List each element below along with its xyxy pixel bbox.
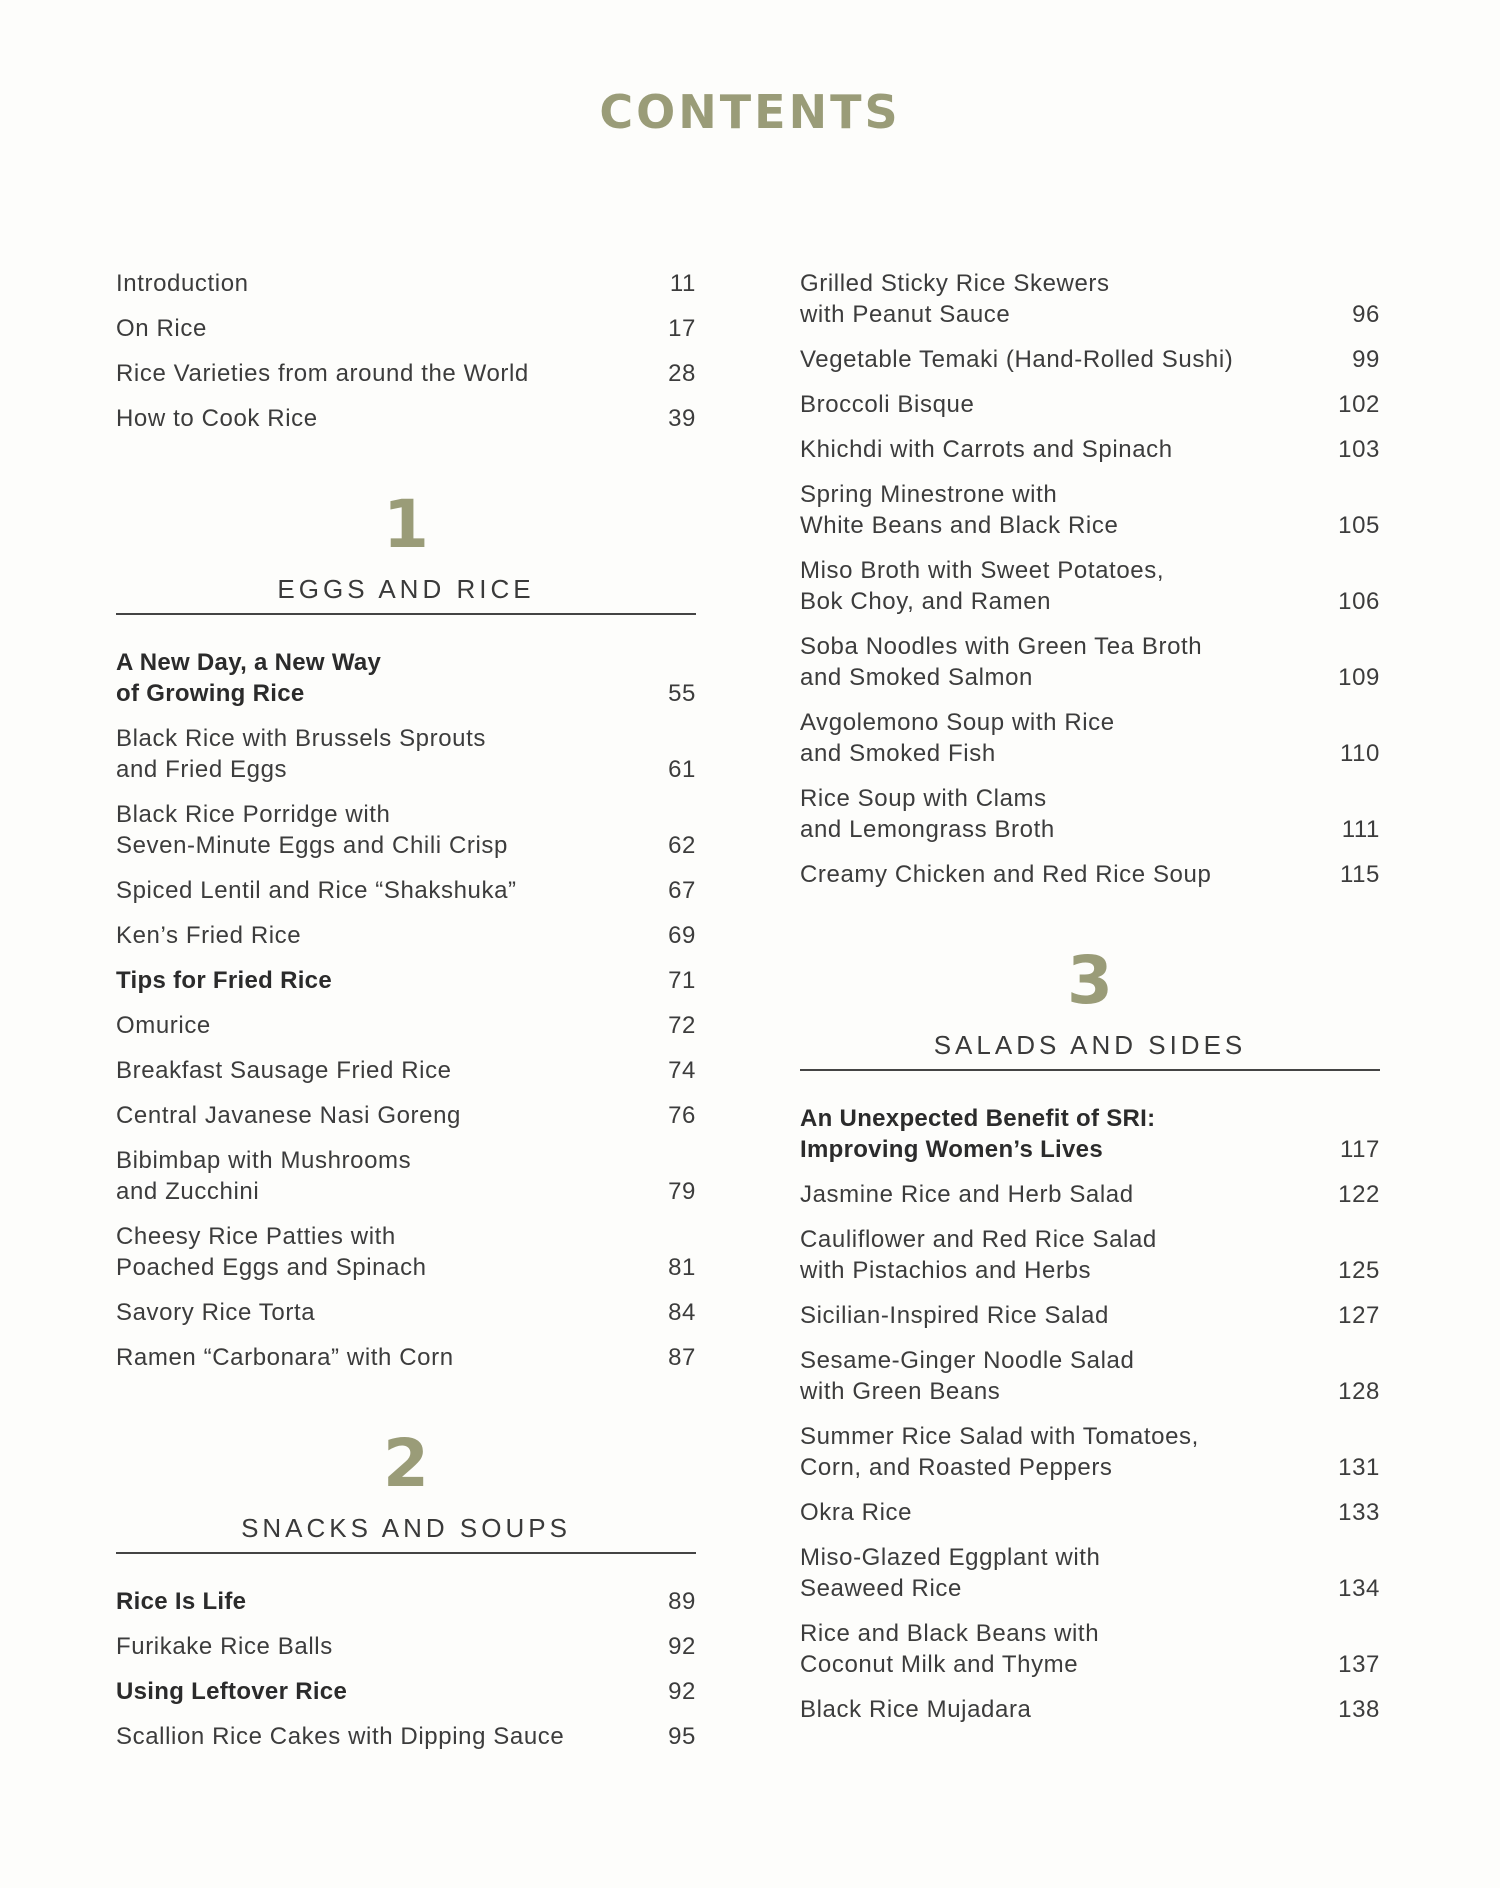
- toc-entry-page: 137: [1338, 1651, 1380, 1678]
- toc-entry-title: A New Day, a New Way of Growing Rice: [116, 649, 382, 707]
- toc-entry-title: Soba Noodles with Green Tea Broth and Smoked Salmon: [800, 633, 1203, 691]
- toc-entry-page: 110: [1339, 740, 1380, 767]
- toc-entry: [800, 1497, 1380, 1528]
- toc-entry-page: 71: [668, 967, 696, 994]
- toc-entry-title: Cheesy Rice Patties with Poached Eggs and Spinach: [116, 1223, 427, 1281]
- section-number: 2: [383, 1425, 429, 1502]
- toc-entry-page: 17: [668, 315, 696, 342]
- toc-column-right: [800, 268, 1380, 1739]
- toc-entry-page: 95: [668, 1723, 696, 1750]
- toc-entry-title: Rice Soup with Clams and Lemongrass Broth: [800, 785, 1055, 843]
- toc-entry: [116, 875, 696, 906]
- toc-entry: [116, 799, 696, 861]
- toc-entry: [800, 1103, 1380, 1165]
- section-header: [116, 486, 696, 615]
- toc-entry-page: 89: [668, 1588, 696, 1615]
- section-title: EGGS AND RICE: [116, 574, 696, 615]
- toc-entry: [116, 1010, 696, 1041]
- toc-entry-title: Summer Rice Salad with Tomatoes, Corn, and Roasted Peppers: [800, 1423, 1199, 1481]
- page-title: CONTENTS: [599, 85, 901, 139]
- toc-entry-page: 61: [668, 756, 696, 783]
- toc-entry-title: Broccoli Bisque: [800, 391, 975, 418]
- toc-entry-page: 87: [668, 1344, 696, 1371]
- toc-entry: [116, 1100, 696, 1131]
- toc-entry-title: Using Leftover Rice: [116, 1678, 348, 1705]
- toc-entry-title: Okra Rice: [800, 1499, 913, 1526]
- toc-entry-title: Tips for Fried Rice: [116, 967, 332, 994]
- toc-entry-page: 134: [1338, 1575, 1380, 1602]
- toc-entry-page: 117: [1339, 1136, 1380, 1163]
- toc-entry-title: Rice Is Life: [116, 1588, 247, 1615]
- toc-entry-title: On Rice: [116, 315, 207, 342]
- toc-entry-title: Scallion Rice Cakes with Dipping Sauce: [116, 1723, 565, 1750]
- toc-entry: [800, 1179, 1380, 1210]
- toc-entry-title: Jasmine Rice and Herb Salad: [800, 1181, 1134, 1208]
- toc-entry: [800, 479, 1380, 541]
- toc-entry: [116, 1676, 696, 1707]
- toc-entry-title: Bibimbap with Mushrooms and Zucchini: [116, 1147, 412, 1205]
- toc-entry: [800, 859, 1380, 890]
- toc-entry-page: 92: [668, 1633, 696, 1660]
- toc-entry-page: 99: [1352, 346, 1380, 373]
- toc-entry-title: Ramen “Carbonara” with Corn: [116, 1344, 454, 1371]
- toc-entry-title: Savory Rice Torta: [116, 1299, 316, 1326]
- toc-entry: [116, 403, 696, 434]
- toc-entry-page: 74: [668, 1057, 696, 1084]
- toc-entry: [800, 389, 1380, 420]
- toc-entry: [800, 344, 1380, 375]
- toc-entry: [800, 555, 1380, 617]
- toc-entry-page: 28: [668, 360, 696, 387]
- toc-entry-page: 55: [668, 680, 696, 707]
- toc-entry-page: 102: [1338, 391, 1380, 418]
- toc-entry-page: 69: [668, 922, 696, 949]
- toc-entry: [800, 1224, 1380, 1286]
- toc-entry-title: Miso Broth with Sweet Potatoes, Bok Choy, and Ramen: [800, 557, 1165, 615]
- toc-entry-page: 131: [1338, 1454, 1380, 1481]
- toc-entry-title: Omurice: [116, 1012, 211, 1039]
- toc-entry-page: 84: [668, 1299, 696, 1326]
- toc-entry-page: 11: [669, 270, 696, 297]
- toc-entry-page: 39: [668, 405, 696, 432]
- toc-entry: [116, 358, 696, 389]
- toc-entry-page: 138: [1338, 1696, 1380, 1723]
- section-number: 1: [383, 486, 429, 563]
- section-title: SNACKS AND SOUPS: [116, 1513, 696, 1554]
- toc-entry: [116, 1721, 696, 1752]
- toc-entry-title: Grilled Sticky Rice Skewers with Peanut Sauce: [800, 270, 1110, 328]
- toc-entry-page: 92: [668, 1678, 696, 1705]
- toc-entry: [800, 1345, 1380, 1407]
- toc-entry-title: Spiced Lentil and Rice “Shakshuka”: [116, 877, 517, 904]
- toc-entry-title: Miso-Glazed Eggplant with Seaweed Rice: [800, 1544, 1101, 1602]
- toc-entry-title: Avgolemono Soup with Rice and Smoked Fish: [800, 709, 1115, 767]
- toc-entry: [116, 920, 696, 951]
- toc-entry-page: 111: [1341, 816, 1380, 843]
- toc-entry: [800, 707, 1380, 769]
- toc-entry-title: Cauliflower and Red Rice Salad with Pistachios and Herbs: [800, 1226, 1157, 1284]
- toc-entry-title: Vegetable Temaki (Hand-Rolled Sushi): [800, 346, 1234, 373]
- toc-entry: [116, 313, 696, 344]
- toc-entry: [800, 1618, 1380, 1680]
- toc-entry-title: Introduction: [116, 270, 249, 297]
- toc-entry: [116, 268, 696, 299]
- toc-entry-title: Rice and Black Beans with Coconut Milk and Thyme: [800, 1620, 1100, 1678]
- toc-entry-title: Central Javanese Nasi Goreng: [116, 1102, 461, 1129]
- toc-entry: [116, 723, 696, 785]
- toc-entry-page: 115: [1339, 861, 1380, 888]
- toc-entry: [116, 1055, 696, 1086]
- section-number: 3: [1067, 942, 1113, 1019]
- toc-entry-page: 127: [1338, 1302, 1380, 1329]
- toc-entry-page: 67: [668, 877, 696, 904]
- toc-entry-page: 62: [668, 832, 696, 859]
- toc-entry-page: 79: [668, 1178, 696, 1205]
- toc-entry-page: 76: [668, 1102, 696, 1129]
- toc-entry: [800, 1694, 1380, 1725]
- toc-entry-title: Rice Varieties from around the World: [116, 360, 529, 387]
- toc-entry: [800, 1542, 1380, 1604]
- toc-entry-page: 125: [1338, 1257, 1380, 1284]
- toc-entry-title: Creamy Chicken and Red Rice Soup: [800, 861, 1212, 888]
- toc-entry-page: 96: [1352, 301, 1380, 328]
- toc-entry: [800, 1421, 1380, 1483]
- toc-entry: [116, 1145, 696, 1207]
- toc-entry: [116, 647, 696, 709]
- toc-entry: [800, 783, 1380, 845]
- toc-entry: [116, 1297, 696, 1328]
- toc-entry-title: Breakfast Sausage Fried Rice: [116, 1057, 452, 1084]
- toc-entry: [116, 1342, 696, 1373]
- toc-entry-page: 122: [1338, 1181, 1380, 1208]
- toc-entry: [116, 1586, 696, 1617]
- toc-entry-page: 72: [668, 1012, 696, 1039]
- toc-entry-page: 103: [1338, 436, 1380, 463]
- section-title: SALADS AND SIDES: [800, 1030, 1380, 1071]
- section-header: [800, 942, 1380, 1071]
- toc-entry-title: Spring Minestrone with White Beans and Black Rice: [800, 481, 1119, 539]
- toc-entry: [800, 434, 1380, 465]
- toc-entry: [116, 1221, 696, 1283]
- toc-entry-page: 109: [1338, 664, 1380, 691]
- toc-entry-page: 81: [668, 1254, 696, 1281]
- toc-entry-title: Black Rice Mujadara: [800, 1696, 1032, 1723]
- toc-column-left: [116, 268, 696, 1766]
- toc-entry: [800, 268, 1380, 330]
- toc-entry-title: How to Cook Rice: [116, 405, 318, 432]
- toc-entry: [800, 631, 1380, 693]
- toc-entry-page: 105: [1338, 512, 1380, 539]
- toc-entry-title: Sicilian-Inspired Rice Salad: [800, 1302, 1109, 1329]
- toc-entry-title: An Unexpected Benefit of SRI: Improving Women’s Lives: [800, 1105, 1156, 1163]
- toc-entry-page: 133: [1338, 1499, 1380, 1526]
- section-header: [116, 1425, 696, 1554]
- toc-entry-title: Furikake Rice Balls: [116, 1633, 333, 1660]
- toc-entry: [800, 1300, 1380, 1331]
- toc-entry-title: Ken’s Fried Rice: [116, 922, 302, 949]
- toc-entry: [116, 1631, 696, 1662]
- toc-entry-title: Black Rice Porridge with Seven-Minute Eggs and Chili Crisp: [116, 801, 508, 859]
- toc-entry-title: Sesame-Ginger Noodle Salad with Green Beans: [800, 1347, 1135, 1405]
- toc-entry: [116, 965, 696, 996]
- toc-entry-page: 128: [1338, 1378, 1380, 1405]
- toc-entry-title: Khichdi with Carrots and Spinach: [800, 436, 1173, 463]
- toc-entry-page: 106: [1338, 588, 1380, 615]
- toc-entry-title: Black Rice with Brussels Sprouts and Fried Eggs: [116, 725, 486, 783]
